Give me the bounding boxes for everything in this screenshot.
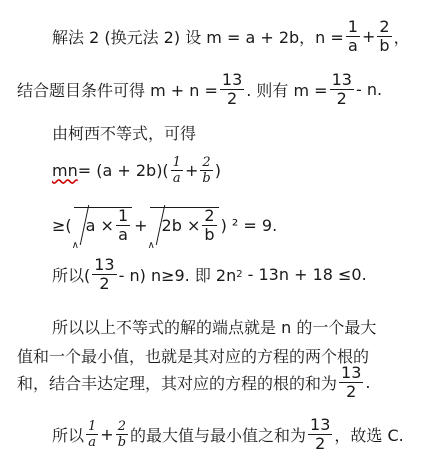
line-1-prefix: 解法 2 (换元法 2) 设 m = a + 2b，n = bbox=[52, 27, 344, 47]
line-6: 所以( $\frac{13}{2}$ - n) n≥9. 即 2n 2 - 13n + 18 ≤0. bbox=[52, 254, 367, 293]
fraction-13-over-2: $\frac{13}{2}$ bbox=[310, 414, 331, 453]
line-4: mn = (a + 2b)( $\frac{1}{a}$ + $\frac{2}{b}$ ) bbox=[52, 154, 221, 186]
fraction-1-over-a: $\frac{1}{a}$ bbox=[347, 16, 358, 55]
fraction-13-over-2: $\frac{13}{2}$ bbox=[221, 69, 243, 108]
line-5: ≥( ∧ a × $\frac{1}{a}$ + ∧ 2b × $\frac{2}{b}$ ) ² = 9. bbox=[52, 206, 278, 251]
line-3 bbox=[52, 120, 196, 144]
paragraph-line-2: 值和一个最小值，也就是其对应的方程的两个根的 bbox=[17, 346, 370, 366]
fraction-1-over-a: $\frac{1}{a}$ bbox=[172, 154, 181, 186]
fraction-2-over-b: $\frac{2}{b}$ bbox=[117, 418, 127, 450]
fraction-13-over-2: $\frac{13}{2}$ bbox=[341, 362, 362, 401]
line-1: 解法 2 (换元法 2) 设 m = a + 2b，n = $\frac{1}{a}$ + $\frac{2}{b}$ ， bbox=[52, 16, 410, 55]
fraction-1-over-a: $\frac{1}{a}$ bbox=[88, 418, 97, 450]
fraction-2-over-b: $\frac{2}{b}$ bbox=[379, 16, 390, 55]
line-7: 所以 $\frac{1}{a}$ + $\frac{2}{b}$ 的最大值与最小值之和为 $\frac{13}{2}$ ，故选 C. bbox=[52, 414, 404, 453]
cauchy-intro: 由柯西不等式，可得 bbox=[52, 123, 197, 143]
paragraph-line-3: 和，结合丰达定理，其对应的方程的根的和为 $\frac{13}{2}$ . bbox=[17, 362, 371, 401]
paragraph-line-1: 所以以上不等式的解的端点就是 n 的一个最大 bbox=[52, 317, 377, 337]
sqrt-2b-times-2-over-b: ∧ 2b × $\frac{2}{b}$ bbox=[150, 207, 219, 243]
fraction-13-over-2: $\frac{13}{2}$ bbox=[331, 69, 352, 108]
line-2-prefix: 结合题目条件可得 m + n = bbox=[17, 80, 218, 100]
mn-term: mn bbox=[52, 160, 78, 180]
sqrt-a-times-1-over-a: ∧ a × $\frac{1}{a}$ bbox=[74, 207, 132, 243]
line-2: 结合题目条件可得 m + n = $\frac{13}{2}$ . 则有 m = $\frac{13}{2}$ - n. bbox=[17, 69, 383, 108]
fraction-13-over-2: $\frac{13}{2}$ bbox=[94, 254, 115, 293]
fraction-2-over-b: $\frac{2}{b}$ bbox=[202, 154, 211, 186]
